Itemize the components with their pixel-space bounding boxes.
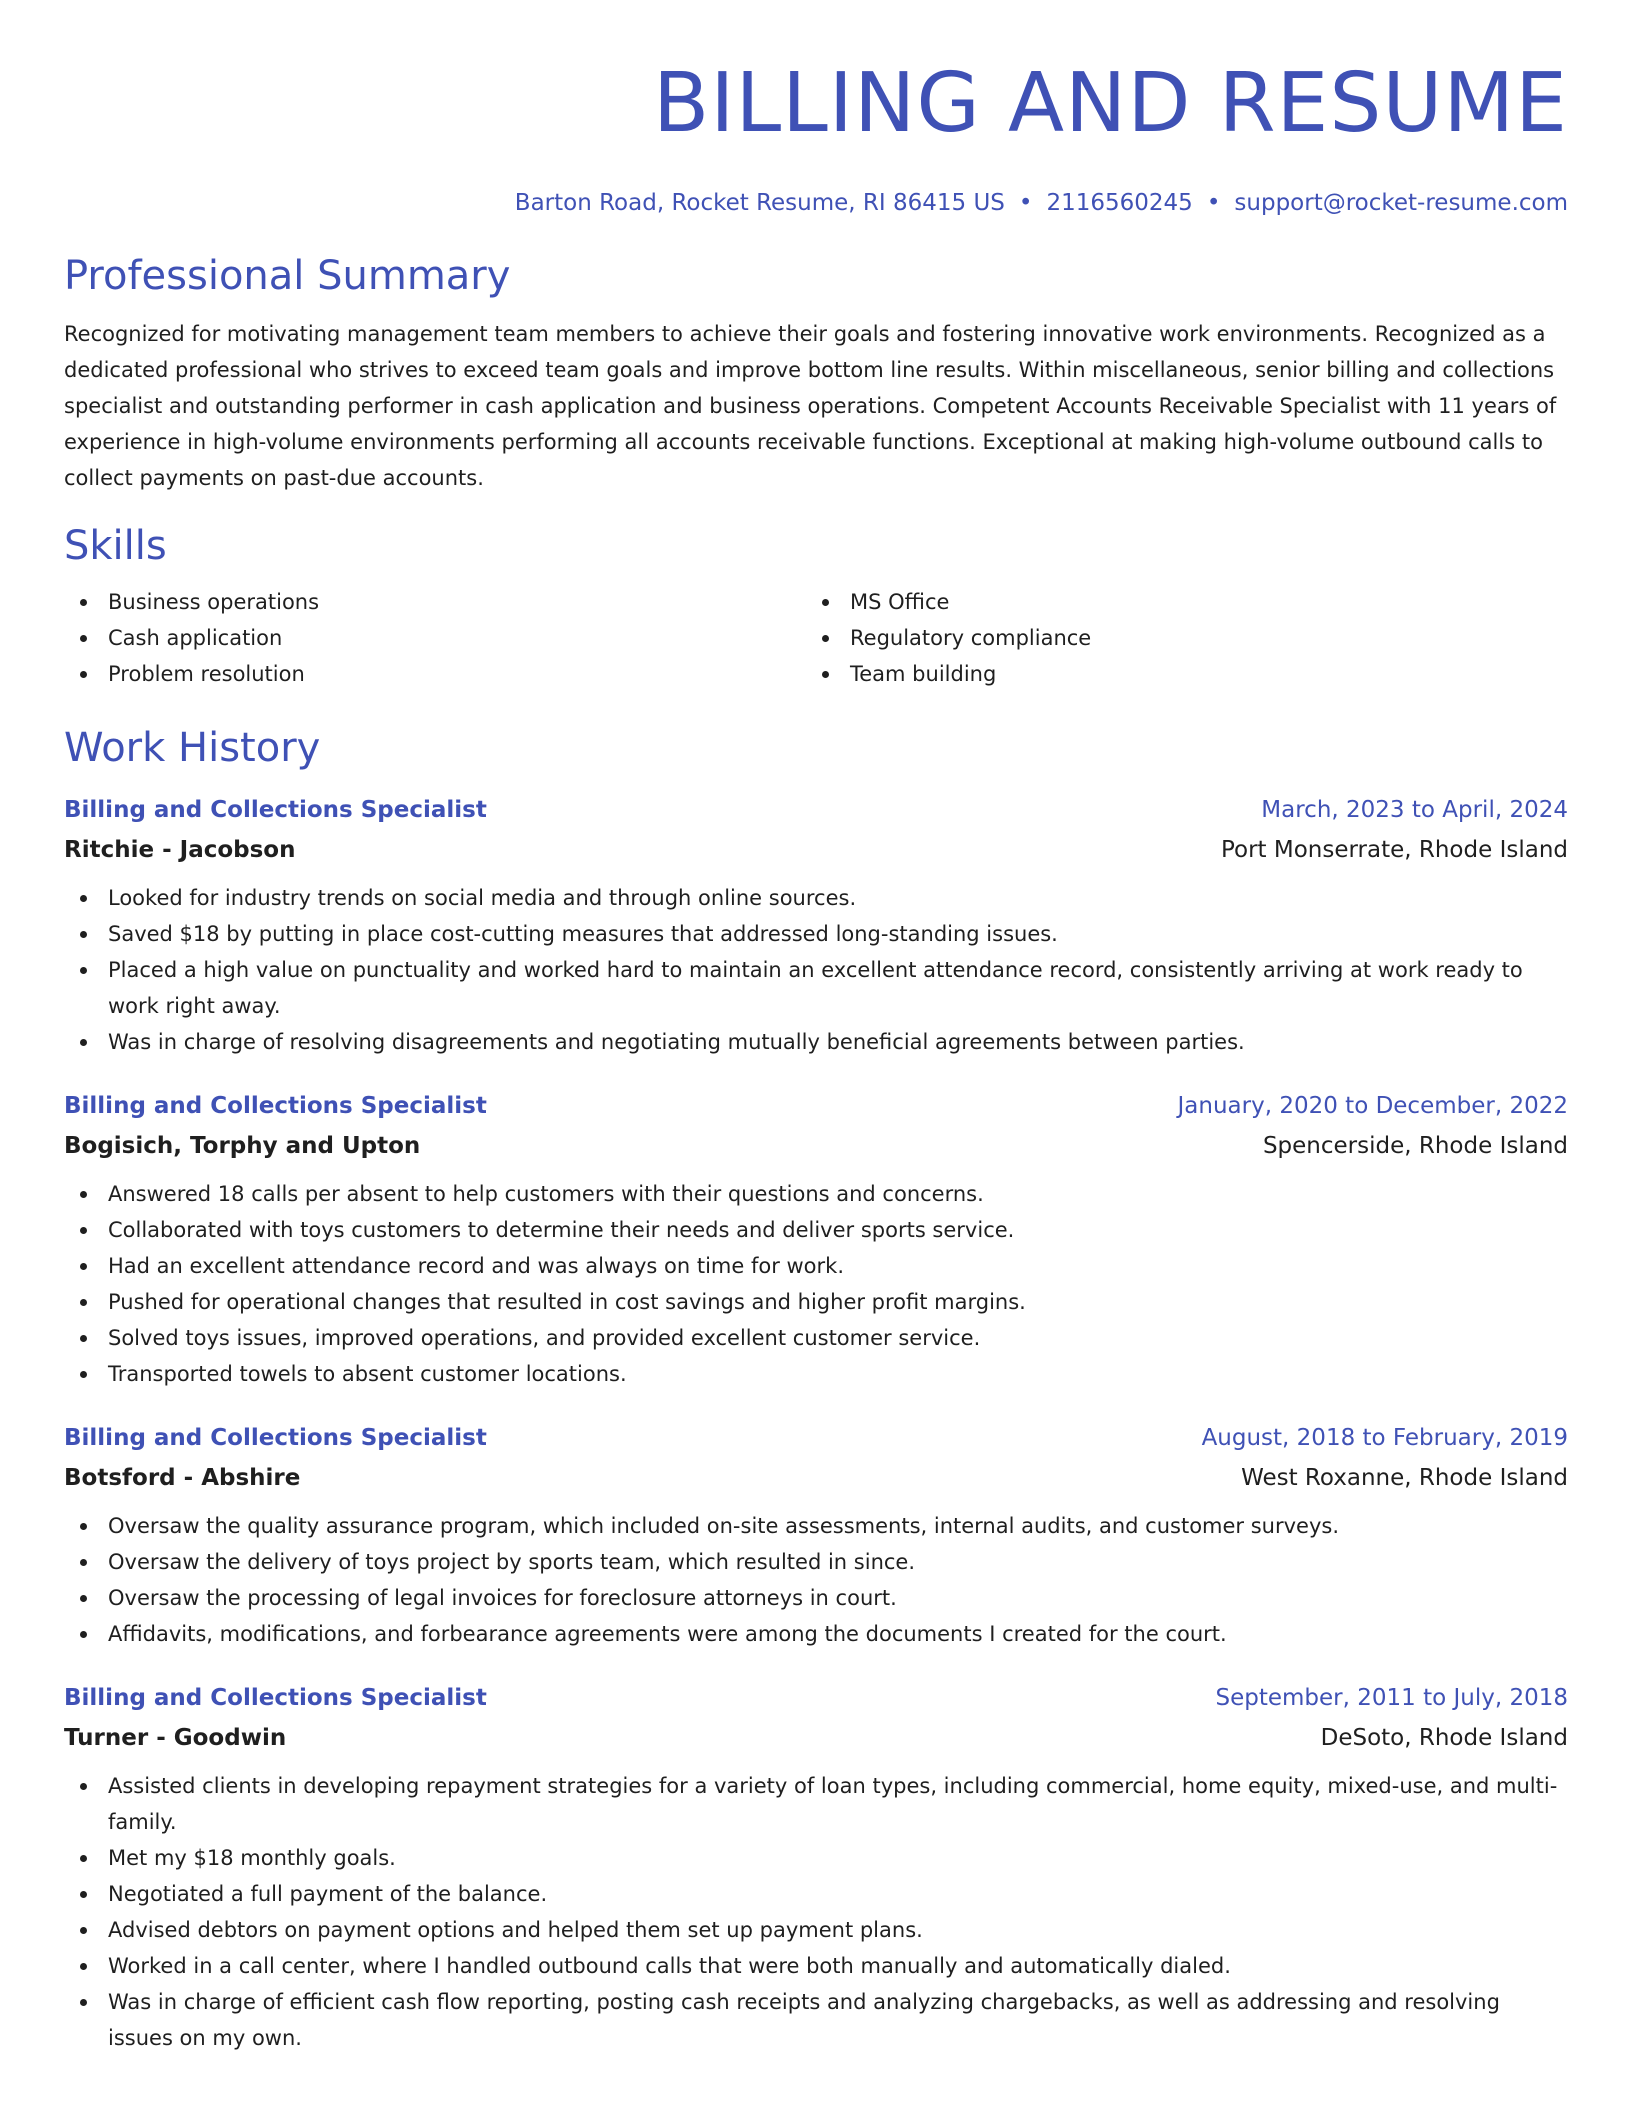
skill-item: MS Office (806, 584, 1548, 620)
job-bullet: Met my $18 monthly goals. (64, 1840, 1568, 1876)
job-bullets (64, 1508, 1568, 1652)
contact-email[interactable]: support@rocket-resume.com (1234, 190, 1568, 216)
section-title-skills: Skills (64, 523, 167, 569)
job-bullets (64, 1768, 1568, 2056)
skills-column-right (806, 584, 1548, 692)
job-location: West Roxanne, Rhode Island (1241, 1465, 1568, 1491)
job-location: DeSoto, Rhode Island (1320, 1725, 1568, 1751)
job-bullet: Solved toys issues, improved operations, and provided excellent customer service. (64, 1320, 1568, 1356)
job-bullet: Worked in a call center, where I handled outbound calls that were both manually and automatically dialed. (64, 1948, 1568, 1984)
job-bullet: Answered 18 calls per absent to help customers with their questions and concerns. (64, 1176, 1568, 1212)
job-entry (64, 790, 1568, 1060)
section-title-summary: Professional Summary (64, 253, 511, 299)
contact-phone: 2116560245 (1046, 190, 1193, 216)
skill-item: Business operations (64, 584, 806, 620)
summary-text: Recognized for motivating management team members to achieve their goals and fostering innovative work environments. Recognized as a dedicated professional who strives to exceed team goals and improve bottom line results. Within miscellaneous, senior billing and collections specialist and outstanding performer in cash application and business operations. Competent Accounts Receivable Specialist with 11 years of experience in high-volume environments performing all accounts receivable functions. Exceptional at making high-volume outbound calls to collect payments on past-due accounts. (64, 322, 1557, 490)
job-title: Billing and Collections Specialist (64, 797, 487, 823)
contact-separator: • (1206, 190, 1221, 216)
job-title: Billing and Collections Specialist (64, 1425, 487, 1451)
skills-list (64, 584, 1568, 692)
job-title: Billing and Collections Specialist (64, 1685, 487, 1711)
job-entry (64, 1678, 1568, 2056)
job-subheader (64, 1458, 1568, 1498)
skill-item: Team building (806, 656, 1548, 692)
resume-name: BILLING AND RESUME (653, 56, 1568, 151)
contact-address: Barton Road, Rocket Resume, RI 86415 US (514, 190, 1005, 216)
job-bullet: Looked for industry trends on social media and through online sources. (64, 880, 1568, 916)
job-company: Botsford - Abshire (64, 1465, 301, 1491)
resume-page (64, 56, 1568, 2056)
job-dates: March, 2023 to April, 2024 (1261, 797, 1568, 823)
job-subheader (64, 830, 1568, 870)
job-bullet: Was in charge of resolving disagreements and negotiating mutually beneficial agreements between parties. (64, 1024, 1568, 1060)
job-bullet: Was in charge of efficient cash flow reporting, posting cash receipts and analyzing chargebacks, as well as addressing and resolving issues on my own. (64, 1984, 1568, 2056)
job-entry (64, 1086, 1568, 1392)
job-subheader (64, 1718, 1568, 1758)
skill-item: Problem resolution (64, 656, 806, 692)
skill-item: Regulatory compliance (806, 620, 1548, 656)
job-bullet: Pushed for operational changes that resulted in cost savings and higher profit margins. (64, 1284, 1568, 1320)
job-company: Turner - Goodwin (64, 1725, 287, 1751)
section-title-work-history: Work History (64, 725, 321, 771)
job-location: Port Monserrate, Rhode Island (1220, 837, 1568, 863)
job-bullet: Oversaw the delivery of toys project by sports team, which resulted in since. (64, 1544, 1568, 1580)
job-bullet: Had an excellent attendance record and was always on time for work. (64, 1248, 1568, 1284)
job-header (64, 1086, 1568, 1126)
job-subheader (64, 1126, 1568, 1166)
job-bullets (64, 880, 1568, 1060)
job-dates: January, 2020 to December, 2022 (1177, 1093, 1568, 1119)
job-bullet: Advised debtors on payment options and helped them set up payment plans. (64, 1912, 1568, 1948)
job-bullet: Negotiated a full payment of the balance. (64, 1876, 1568, 1912)
job-bullet: Oversaw the quality assurance program, which included on-site assessments, internal audits, and customer surveys. (64, 1508, 1568, 1544)
job-company: Ritchie - Jacobson (64, 837, 296, 863)
job-header (64, 1418, 1568, 1458)
contact-separator: • (1018, 190, 1033, 216)
job-header (64, 790, 1568, 830)
job-dates: August, 2018 to February, 2019 (1201, 1425, 1568, 1451)
job-location: Spencerside, Rhode Island (1262, 1133, 1568, 1159)
job-bullet: Placed a high value on punctuality and worked hard to maintain an excellent attendance record, consistently arriving at work ready to work right away. (64, 952, 1568, 1024)
skills-column-left (64, 584, 806, 692)
job-entry (64, 1418, 1568, 1652)
job-bullet: Saved $18 by putting in place cost-cutting measures that addressed long-standing issues. (64, 916, 1568, 952)
job-bullet: Affidavits, modifications, and forbearance agreements were among the documents I created for the court. (64, 1616, 1568, 1652)
job-bullet: Oversaw the processing of legal invoices for foreclosure attorneys in court. (64, 1580, 1568, 1616)
job-bullet: Collaborated with toys customers to determine their needs and deliver sports service. (64, 1212, 1568, 1248)
job-dates: September, 2011 to July, 2018 (1215, 1685, 1568, 1711)
job-bullet: Assisted clients in developing repayment strategies for a variety of loan types, including commercial, home equity, mixed-use, and multi-family. (64, 1768, 1568, 1840)
job-company: Bogisich, Torphy and Upton (64, 1133, 421, 1159)
contact-line (64, 188, 1568, 218)
job-title: Billing and Collections Specialist (64, 1093, 487, 1119)
job-bullets (64, 1176, 1568, 1392)
skill-item: Cash application (64, 620, 806, 656)
job-header (64, 1678, 1568, 1718)
job-bullet: Transported towels to absent customer locations. (64, 1356, 1568, 1392)
